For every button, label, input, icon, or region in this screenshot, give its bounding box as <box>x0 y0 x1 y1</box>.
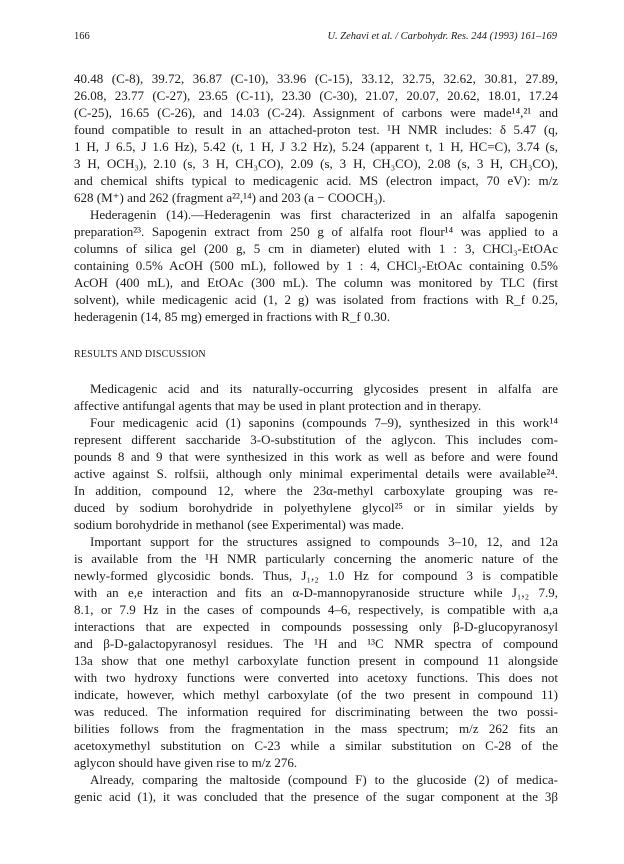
text-line: with an e,e interaction and fits an α-D-mannopyranoside structure while J₁,₂ 7.9, <box>74 585 558 600</box>
text-line: 13a show that one methyl carboxylate function present in compound 11 alongside <box>74 653 558 668</box>
text-line: 40.48 (C-8), 39.72, 36.87 (C-10), 33.96 (C-15), 33.12, 32.75, 32.62, 30.81, 27.89, <box>74 71 558 86</box>
text-line: affective antifungal agents that may be used in plant protection and in therapy. <box>74 398 482 413</box>
text-line: 1 H, J 6.5, J 1.6 Hz), 5.42 (t, 1 H, J 3.2 Hz), 5.24 (apparent t, 1 H, HC=C), 3.74 (s, <box>74 139 558 154</box>
text-line: newly-formed glycosidic bonds. Thus, J₁,₂ 1.0 Hz for compound 3 is compatible <box>74 568 558 583</box>
paragraph-start: Important support for the structures assigned to compounds 3–10, 12, and 12a <box>90 534 558 549</box>
running-header <box>74 31 557 45</box>
text-line: genic acid (1), it was concluded that the presence of the sugar component at the 3β <box>74 789 558 804</box>
paragraph-start: Medicagenic acid and its naturally-occurring glycosides present in alfalfa are <box>90 381 558 396</box>
text-line: active against S. rolfsii, although only minimal experimental details were available²⁴. <box>74 466 558 481</box>
text-line: duced by sodium borohydride in polyethylene glycol²⁵ or in similar yields by <box>74 500 558 515</box>
text-line: containing 0.5% AcOH (500 mL), followed by 1 : 4, CHCl₃-EtOAc containing 0.5% <box>74 258 558 273</box>
text-line: acetoxymethyl substitution on C-23 while a similar substitution on C-28 of the <box>74 738 558 753</box>
paragraph-hederagenin-start: Hederagenin (14).—Hederagenin was first characterized in an alfalfa sapogenin <box>90 207 558 222</box>
text-line: In addition, compound 12, where the 23α-methyl carboxylate grouping was re- <box>74 483 558 498</box>
text-line: represent different saccharide 3-O-substitution of the aglycon. This includes com- <box>74 432 558 447</box>
text-line: AcOH (400 mL), and EtOAc (300 mL). The column was monitored by TLC (first <box>74 275 558 290</box>
text-line: sodium borohydride in methanol (see Experimental) was made. <box>74 517 404 532</box>
text-line: (C-25), 16.65 (C-26), and 14.03 (C-24). Assignment of carbons were made¹⁴,²¹ and <box>74 105 558 120</box>
text-line: 628 (M⁺) and 262 (fragment a²²,¹⁴) and 203 (a − COOCH₃). <box>74 190 386 205</box>
running-head-citation: U. Zehavi et al. / Carbohydr. Res. 244 (1993) 161–169 <box>327 31 557 42</box>
text-line: bilities follows from the fragmentation in the mass spectrum; m/z 262 fits an <box>74 721 558 736</box>
text-line: pounds 8 and 9 that were synthesized in this work as well as before and were found <box>74 449 558 464</box>
text-line: and β-D-galactopyranosyl residues. The ¹H and ¹³C NMR spectra of compound <box>74 636 558 651</box>
text-line: aglycon should have given rise to m/z 276. <box>74 755 298 770</box>
page-number: 166 <box>74 31 90 42</box>
text-line: hederagenin (14, 85 mg) emerged in fractions with R_f 0.30. <box>74 309 391 324</box>
text-line: preparation²³. Sapogenin extract from 250 g of alfalfa root flour¹⁴ was applied to a <box>74 224 558 239</box>
text-line: 26.08, 23.77 (C-27), 23.65 (C-11), 23.30 (C-30), 21.07, 20.07, 20.62, 18.01, 17.24 <box>74 88 558 103</box>
text-line: is available from the ¹H NMR particularly concerning the anomeric nature of the <box>74 551 558 566</box>
text-line: columns of silica gel (200 g, 5 cm in diameter) eluted with 1 : 3, CHCl₃-EtOAc <box>74 241 558 256</box>
text-line: 3 H, OCH₃), 2.10 (s, 3 H, CH₃CO), 2.09 (s, 3 H, CH₃CO), 2.08 (s, 3 H, CH₃CO), <box>74 156 558 171</box>
text-line: interactions that are expected in compounds possessing only β-D-glucopyranosyl <box>74 619 558 634</box>
text-line: indicate, however, which methyl carboxylate (of the two present in compound 11) <box>74 687 558 702</box>
text-line: and chemical shifts typical to medicagenic acid. MS (electron impact, 70 eV): m/z <box>74 173 558 188</box>
section-heading: RESULTS AND DISCUSSION <box>74 349 206 360</box>
paragraph-start: Already, comparing the maltoside (compound F) to the glucoside (2) of medica- <box>90 772 558 787</box>
paragraph-start: Four medicagenic acid (1) saponins (compounds 7–9), synthesized in this work¹⁴ <box>90 415 558 430</box>
text-line: was reduced. The information required for discriminating between the two possi- <box>74 704 558 719</box>
text-line: 8.1, or 7.9 Hz in the cases of compounds 4–6, respectively, is compatible with a,a <box>74 602 558 617</box>
text-line: found compatible to result in an attached-proton test. ¹H NMR includes: δ 5.47 (q, <box>74 122 558 137</box>
text-line: with two hydroxy functions were converted into acetoxy functions. This does not <box>74 670 558 685</box>
text-line: solvent), while medicagenic acid (1, 2 g) was isolated from fractions with R_f 0.25, <box>74 292 558 307</box>
